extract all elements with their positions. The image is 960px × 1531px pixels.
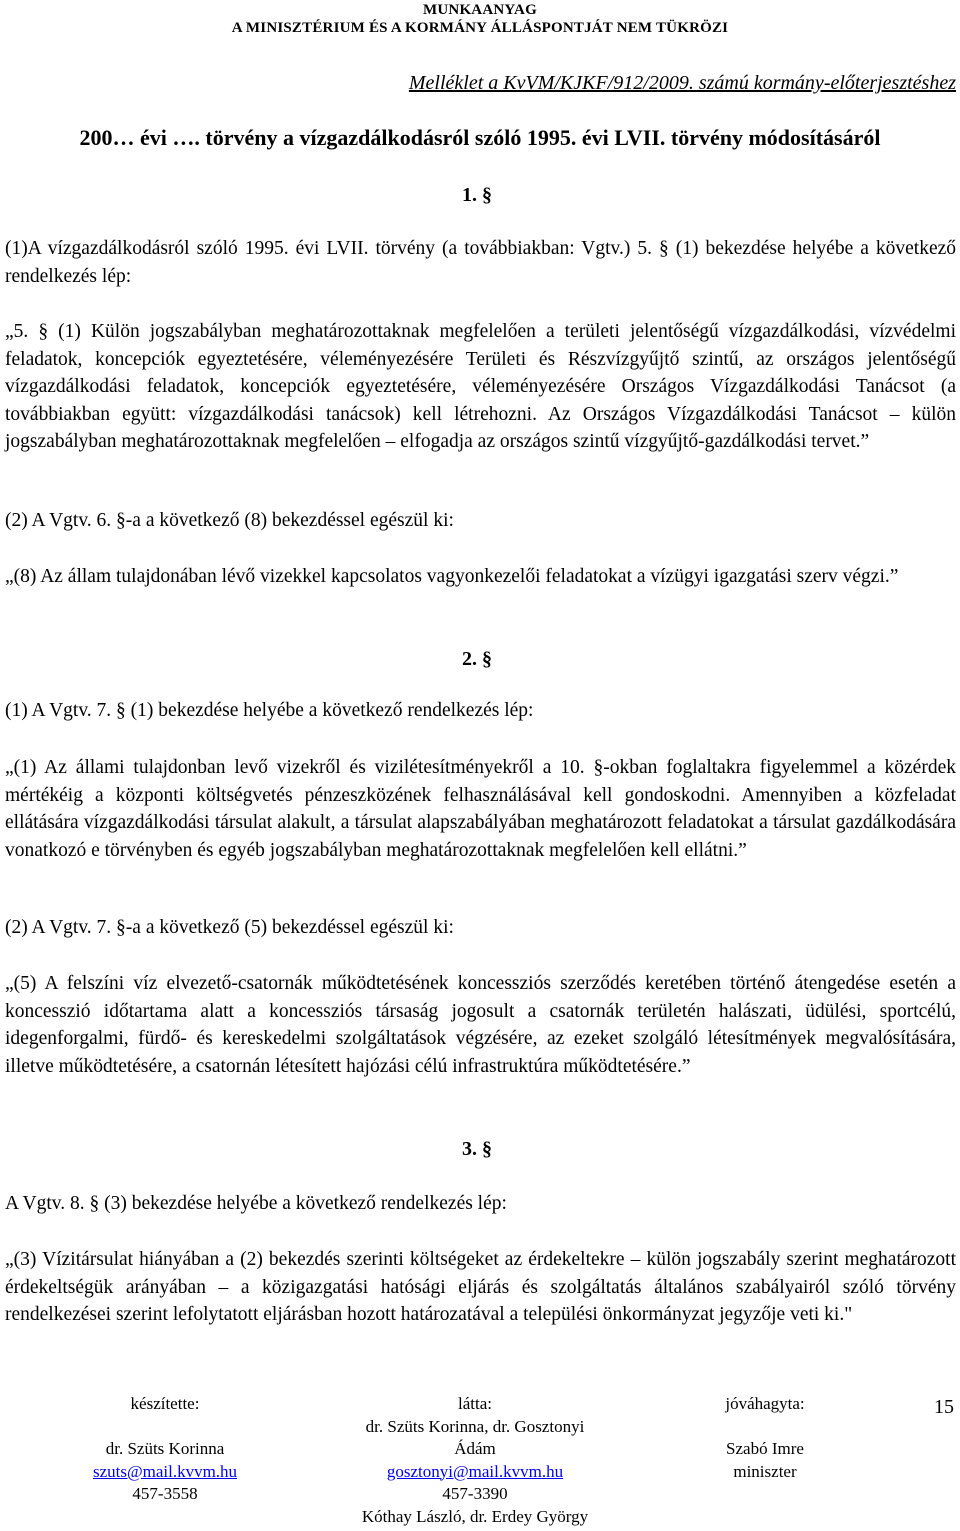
page-number: 15	[934, 1396, 954, 1418]
seen-by-names-extra: Kóthay László, dr. Erdey György	[361, 1506, 589, 1526]
seen-by-email-link[interactable]: gosztonyi@mail.kvvm.hu	[386, 1461, 564, 1481]
approved-by-label: jóváhagyta:	[725, 1394, 805, 1413]
seen-by-phone: 457-3390	[442, 1484, 508, 1503]
prepared-by-phone: 457-3558	[132, 1484, 198, 1503]
section-2-paragraph-intro: (1) A Vgtv. 7. § (1) bekezdése helyébe a következő rendelkezés lép:	[5, 700, 534, 721]
section-1-paragraph-amend: (2) A Vgtv. 6. §-a a következő (8) bekezdéssel egészül ki:	[5, 510, 454, 531]
approved-by-block	[675, 1393, 855, 1483]
seen-by-names: dr. Szüts Korinna, dr. Gosztonyi	[365, 1416, 585, 1436]
disclaimer-label: A MINISZTÉRIUM ÉS A KORMÁNY ÁLLÁSPONTJÁT NEM TÜKRÖZI	[231, 20, 729, 36]
prepared-by-email-link[interactable]: szuts@mail.kvvm.hu	[92, 1461, 238, 1481]
section-2-heading: 2. §	[462, 648, 492, 670]
draft-label: MUNKAANYAG	[423, 2, 537, 18]
section-1-paragraph-intro: (1)A vízgazdálkodásról szóló 1995. évi LVII. törvény (a továbbiakban: Vgtv.) 5. § (1) bekezdése helyébe a következő rendelkezés lép:	[5, 238, 956, 287]
section-3-heading: 3. §	[462, 1138, 492, 1160]
section-3-paragraph-intro: A Vgtv. 8. § (3) bekezdése helyébe a következő rendelkezés lép:	[5, 1193, 507, 1214]
prepared-by-label: készítette:	[130, 1394, 200, 1413]
approved-by-title: miniszter	[733, 1461, 797, 1481]
section-1-paragraph-text: „5. § (1) Külön jogszabályban meghatározottaknak megfelelően a területi jelentőségű vízgazdálkodási, vízvédelmi feladatok, koncepciók egyeztetésére, véleményezésére Területi és Részvízgyűjtő szintű, az országos jelentőségű vízgazdálkodási feladatok, koncepciók egyeztetésére, véleményezésére Országos Vízgazdálkodási Tanácsot (a továbbiakban együtt: vízgazdálkodási tanácsok) kell létrehozni. Az Országos Vízgazdálkodási Tanácsot – külön jogszabályban meghatározottaknak megfelelően – elfogadja az országos szintű vízgyűjtő-gazdálkodási tervet.”	[5, 321, 956, 452]
section-2-paragraph-quote: „(5) A felszíni víz elvezető-csatornák működtetésének koncessziós szerződés keretében történő átengedése esetén a koncesszió időtartama alatt a koncessziós társaság jogosult a csatornák területén halászati, üdülési, sportcélú, idegenforgalmi, fürdő- és kereskedelmi szolgáltatások végzésére, az ezeket szolgáló létesítmények megvalósítására, illetve működtetésére, a csatornán létesített hajózási célú infrastruktúra működtetésére.”	[5, 973, 956, 1077]
seen-by-names-cont: Ádám	[454, 1439, 496, 1458]
seen-by-label: látta:	[458, 1394, 492, 1413]
section-1-paragraph-quote: „(8) Az állam tulajdonában lévő vizekkel kapcsolatos vagyonkezelői feladatokat a vízügyi igazgatási szerv végzi.”	[5, 566, 899, 587]
seen-by-block	[325, 1393, 625, 1528]
prepared-by-name: dr. Szüts Korinna	[105, 1439, 225, 1458]
section-2-paragraph-amend: (2) A Vgtv. 7. §-a a következő (5) bekezdéssel egészül ki:	[5, 917, 454, 938]
section-2-paragraph-text: „(1) Az állami tulajdonban levő vizekről és vizilétesítményekről a 10. §-okban foglaltakra figyelemmel a közérdek mértékéig a központi költségvetés pénzeszközének felhasználásával kell gondoskodni. Amennyiben a közfeladat ellátására vízgazdálkodási társulat alakult, a társulat alapszabályában meghatározott feladatokat a társulat gazdálkodására vonatkozó e törvényben és egyéb jogszabályban meghatározottaknak megfelelően kell ellátni.”	[5, 757, 956, 861]
document-title: 200… évi …. törvény a vízgazdálkodásról szóló 1995. évi LVII. törvény módosításáról	[79, 125, 881, 150]
annex-reference: Melléklet a KvVM/KJKF/912/2009. számú kormány-előterjesztéshez	[408, 72, 956, 94]
section-3-paragraph-quote: „(3) Vízitársulat hiányában a (2) bekezdés szerinti költségeket az érdekeltekre – külön jogszabály szerint meghatározott érdekeltségük arányában – a közigazgatási hatósági eljárás és szolgáltatás általános szabályairól szóló törvény rendelkezései szerint lefolytatott eljárásban hozott határozatával a települési önkormányzat jegyzője veti ki."	[5, 1249, 956, 1325]
prepared-by-block	[55, 1393, 275, 1506]
section-1-heading: 1. §	[462, 184, 492, 206]
approved-by-name: Szabó Imre	[726, 1439, 804, 1458]
